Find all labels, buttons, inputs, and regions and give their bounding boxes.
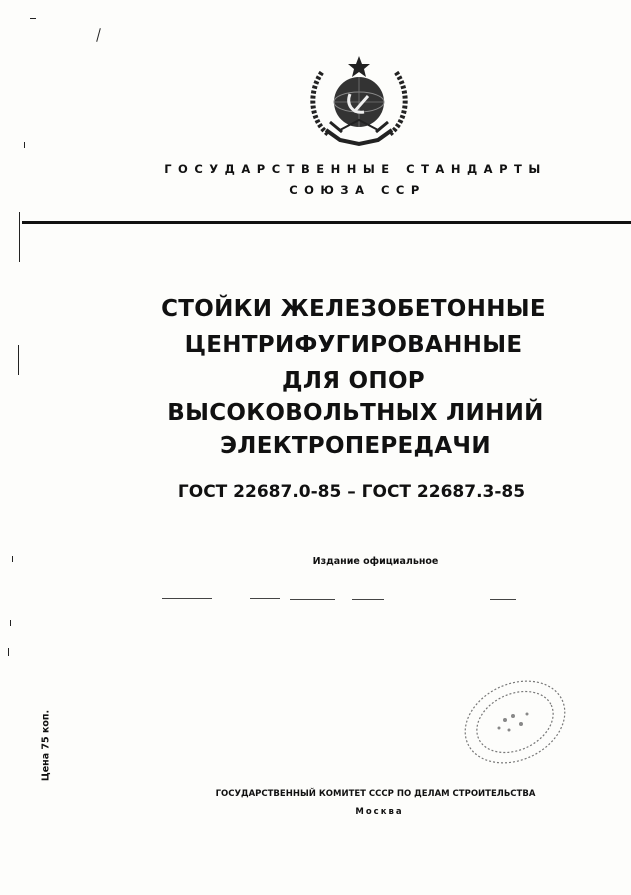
scan-mark xyxy=(30,18,36,19)
separator-dash xyxy=(290,599,335,600)
document-title-line-3: ДЛЯ ОПОР xyxy=(282,368,425,394)
scan-mark xyxy=(18,345,19,375)
edition-note: Издание официальное xyxy=(312,556,439,567)
document-title-line-1: СТОЙКИ ЖЕЛЕЗОБЕТОННЫЕ xyxy=(161,296,546,322)
header-rule xyxy=(22,221,631,224)
price-label: Цена 75 коп. xyxy=(40,709,52,782)
library-stamp-icon xyxy=(455,672,573,772)
document-title-line-2: ЦЕНТРИФУГИРОВАННЫЕ xyxy=(184,332,523,358)
scan-mark xyxy=(19,212,20,262)
scan-mark xyxy=(24,142,25,148)
document-title-line-4: ВЫСОКОВОЛЬТНЫХ ЛИНИЙ xyxy=(167,400,544,426)
publisher-name: ГОСУДАРСТВЕННЫЙ КОМИТЕТ СССР ПО ДЕЛАМ СТРОИТЕЛЬСТВА xyxy=(215,789,536,799)
series-title-line-2: СОЮЗА ССР xyxy=(289,183,426,197)
separator-dash xyxy=(352,599,384,600)
scan-mark xyxy=(12,556,13,562)
separator-dash xyxy=(250,598,280,599)
series-title-line-1: ГОСУДАРСТВЕННЫЕ СТАНДАРТЫ xyxy=(164,162,547,176)
separator-dash xyxy=(162,598,212,599)
separator-dash xyxy=(490,599,516,600)
scan-mark xyxy=(8,648,9,656)
gost-number-range: ГОСТ 22687.0-85 – ГОСТ 22687.3-85 xyxy=(177,482,526,502)
document-title-line-5: ЭЛЕКТРОПЕРЕДАЧИ xyxy=(220,433,491,459)
publication-city: Москва xyxy=(355,807,404,817)
scan-mark xyxy=(10,620,11,626)
ussr-coat-of-arms-icon xyxy=(300,52,418,152)
scan-mark xyxy=(96,28,101,42)
